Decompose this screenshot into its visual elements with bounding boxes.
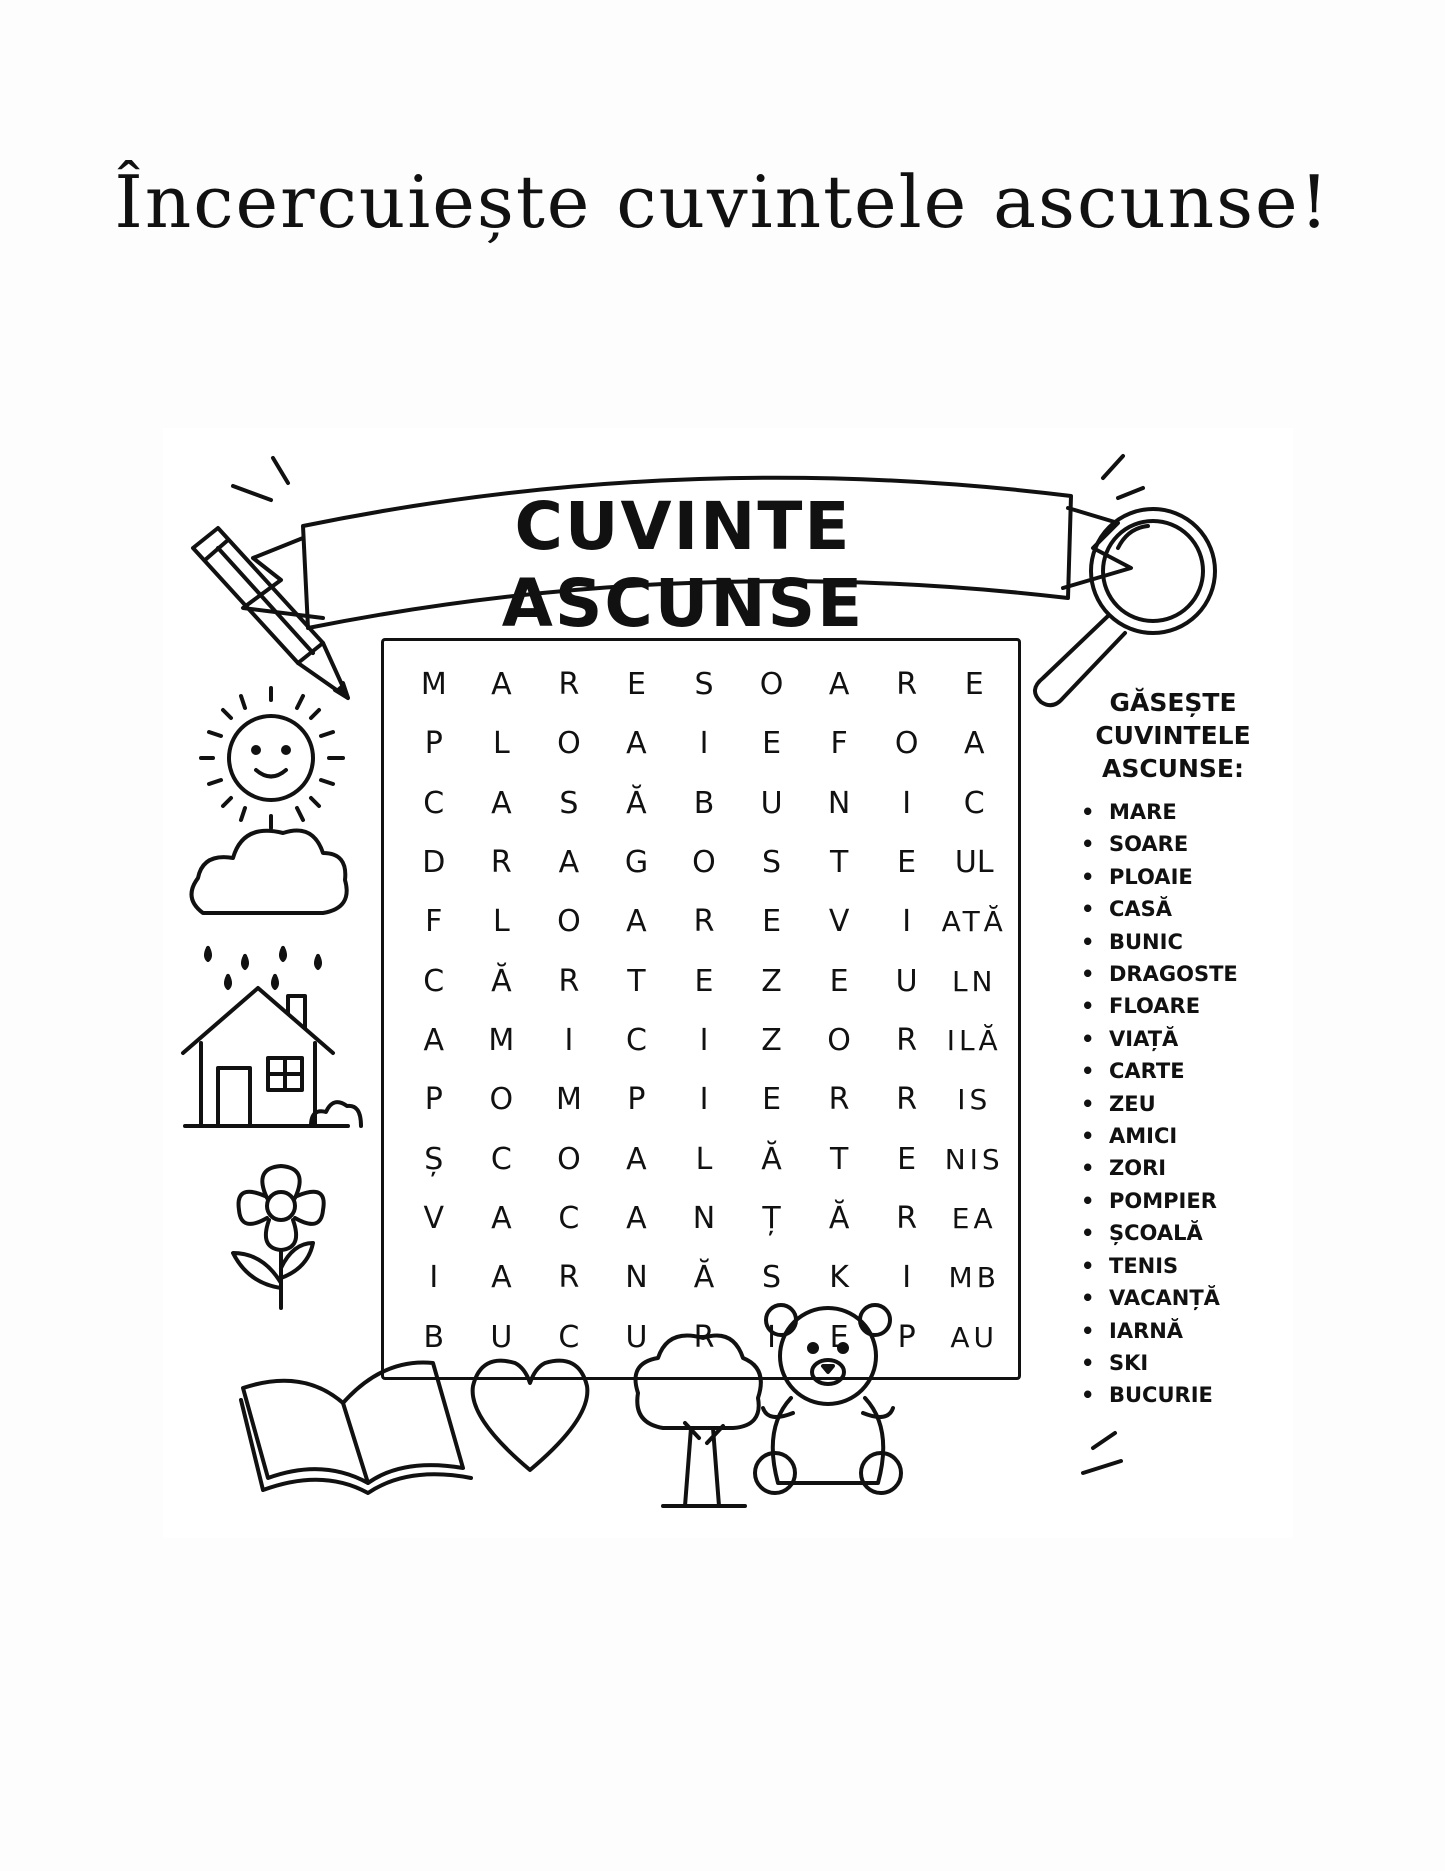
grid-letter[interactable]: O	[557, 904, 581, 940]
grid-letter[interactable]: A	[558, 845, 580, 881]
grid-letter[interactable]: I	[902, 904, 912, 940]
word-list-item	[1081, 1185, 1238, 1217]
grid-letter[interactable]: U	[490, 1319, 513, 1355]
grid-letter[interactable]: Ă	[693, 1260, 715, 1296]
word-text: POMPIER	[1109, 1188, 1217, 1213]
grid-letter[interactable]: L	[695, 1141, 713, 1177]
grid-letter[interactable]: I	[564, 1023, 574, 1059]
grid-letter[interactable]: E	[897, 1141, 917, 1177]
grid-letter[interactable]: K	[829, 1260, 849, 1296]
grid-letter[interactable]: S	[559, 785, 579, 821]
grid-letter[interactable]: F	[830, 726, 848, 762]
grid-letter[interactable]: P	[897, 1319, 916, 1355]
grid-letter[interactable]: M	[420, 667, 447, 703]
grid-letter[interactable]: A	[491, 1260, 512, 1296]
word-list-item	[1081, 1379, 1238, 1411]
bullet-icon: •	[1081, 1318, 1095, 1343]
word-list-item	[1081, 1282, 1238, 1314]
grid-letter[interactable]: Z	[761, 963, 782, 999]
grid-letter[interactable]: E	[829, 963, 849, 999]
grid-letter[interactable]: E	[762, 904, 782, 940]
grid-letter[interactable]: C	[558, 1201, 580, 1237]
grid-letter[interactable]: R	[896, 667, 918, 703]
bullet-icon: •	[1081, 864, 1095, 889]
grid-letter[interactable]: S	[762, 845, 782, 881]
grid-letter[interactable]: B	[693, 785, 715, 821]
grid-letter[interactable]: O	[489, 1082, 514, 1118]
grid-letter[interactable]: E	[964, 667, 984, 703]
heading-line: GĂSEȘTE	[1109, 688, 1237, 717]
letter-grid[interactable]	[400, 655, 1008, 1367]
grid-letter[interactable]: R	[896, 1201, 918, 1237]
grid-letter[interactable]: O	[557, 1141, 581, 1177]
grid-letter[interactable]: R	[558, 963, 580, 999]
bullet-icon: •	[1081, 994, 1095, 1019]
grid-letter[interactable]: A	[491, 785, 512, 821]
word-text: VIAȚĂ	[1109, 1026, 1179, 1051]
grid-letter[interactable]: E	[829, 1319, 849, 1355]
bullet-icon: •	[1081, 962, 1095, 987]
word-list-item	[1081, 926, 1238, 958]
grid-letter[interactable]: O	[759, 667, 784, 703]
word-text: DRAGOSTE	[1109, 962, 1238, 987]
grid-letter[interactable]: C	[558, 1319, 580, 1355]
grid-letter[interactable]: IS	[957, 1083, 992, 1117]
grid-letter[interactable]: S	[762, 1260, 782, 1296]
word-text: MARE	[1109, 800, 1177, 824]
word-text: AMICI	[1109, 1124, 1178, 1149]
grid-letter[interactable]: A	[963, 726, 985, 762]
word-list-heading	[1083, 686, 1263, 785]
word-text: VACANȚĂ	[1109, 1286, 1220, 1311]
word-list	[1081, 796, 1238, 1412]
word-list-item	[1081, 1347, 1238, 1379]
bullet-icon: •	[1081, 929, 1095, 954]
bullet-icon: •	[1081, 1026, 1095, 1051]
grid-letter[interactable]: MB	[948, 1261, 1000, 1295]
word-text: BUCURIE	[1109, 1383, 1213, 1408]
word-list-item	[1081, 1217, 1238, 1249]
grid-letter[interactable]: R	[693, 1319, 715, 1355]
word-search-sheet	[163, 428, 1293, 1538]
grid-letter[interactable]: P	[424, 726, 443, 762]
word-text: SOARE	[1109, 832, 1189, 857]
grid-letter[interactable]: C	[423, 963, 445, 999]
grid-letter[interactable]: E	[626, 667, 646, 703]
word-text: ZEU	[1109, 1091, 1156, 1116]
word-text: IARNĂ	[1109, 1318, 1184, 1343]
grid-letter[interactable]: A	[626, 904, 647, 940]
grid-letter[interactable]: E	[694, 963, 714, 999]
flower-icon	[233, 1166, 324, 1308]
grid-letter[interactable]: U	[625, 1319, 648, 1355]
grid-letter[interactable]: NIS	[944, 1142, 1004, 1176]
bullet-icon: •	[1081, 1188, 1095, 1213]
word-list-item	[1081, 1250, 1238, 1282]
grid-letter[interactable]: A	[423, 1023, 445, 1059]
grid-letter[interactable]: S	[694, 667, 714, 703]
banner-title: CUVINTE ASCUNSE	[501, 488, 865, 642]
grid-letter[interactable]: F	[425, 904, 443, 940]
word-list-item	[1081, 1088, 1238, 1120]
grid-letter[interactable]: AU	[950, 1320, 999, 1354]
grid-letter[interactable]: LN	[951, 964, 997, 998]
grid-letter[interactable]: P	[424, 1082, 443, 1118]
grid-letter[interactable]: I	[699, 1023, 709, 1059]
heading-line: ASCUNSE:	[1101, 754, 1244, 783]
grid-letter[interactable]: C	[963, 785, 985, 821]
grid-letter[interactable]: N	[625, 1260, 648, 1296]
grid-letter[interactable]: M	[488, 1023, 515, 1059]
grid-letter[interactable]: Ă	[491, 963, 512, 999]
grid-letter[interactable]: EA	[951, 1202, 997, 1236]
word-list-item	[1081, 958, 1238, 990]
grid-letter[interactable]: C	[490, 1141, 512, 1177]
word-text: FLOARE	[1109, 994, 1201, 1019]
grid-letter[interactable]: L	[492, 726, 510, 762]
grid-letter[interactable]: P	[627, 1082, 646, 1118]
grid-letter[interactable]: O	[894, 726, 919, 762]
word-list-item	[1081, 990, 1238, 1022]
word-text: PLOAIE	[1109, 864, 1193, 889]
word-text: ZORI	[1109, 1156, 1167, 1181]
word-text: CARTE	[1109, 1059, 1185, 1084]
bullet-icon: •	[1081, 1091, 1095, 1116]
book-icon	[241, 1363, 471, 1494]
grid-letter[interactable]: I	[902, 1260, 912, 1296]
word-list-item	[1081, 861, 1238, 893]
word-list-item	[1081, 1152, 1238, 1184]
bullet-icon: •	[1081, 800, 1095, 824]
grid-letter[interactable]: Ă	[828, 1201, 850, 1237]
grid-letter[interactable]: A	[626, 1201, 647, 1237]
grid-letter[interactable]: R	[490, 845, 512, 881]
grid-letter[interactable]: Ă	[761, 1141, 782, 1177]
magnifier-icon	[1035, 509, 1215, 705]
grid-letter[interactable]: E	[762, 1082, 782, 1118]
grid-letter[interactable]: A	[626, 1141, 647, 1177]
grid-letter[interactable]: N	[827, 785, 851, 821]
word-list-item	[1081, 1023, 1238, 1055]
bullet-icon: •	[1081, 1221, 1095, 1246]
grid-letter[interactable]: G	[624, 845, 649, 881]
grid-letter[interactable]: Z	[761, 1023, 782, 1059]
grid-letter[interactable]: R	[693, 904, 715, 940]
grid-letter[interactable]: Ț	[762, 1201, 781, 1237]
grid-letter[interactable]: A	[626, 726, 647, 762]
bullet-icon: •	[1081, 1350, 1095, 1375]
word-list-item	[1081, 796, 1238, 828]
word-text: BUNIC	[1109, 929, 1183, 954]
grid-letter[interactable]: ATĂ	[941, 905, 1007, 939]
house-icon	[183, 988, 361, 1126]
grid-letter[interactable]: R	[896, 1023, 918, 1059]
grid-letter[interactable]: D	[422, 845, 446, 881]
grid-letter[interactable]: V	[423, 1201, 445, 1237]
grid-letter[interactable]: A	[491, 1201, 512, 1237]
grid-letter[interactable]: B	[423, 1319, 445, 1355]
grid-letter[interactable]: I	[429, 1260, 439, 1296]
page-title: Încercuiește cuvintele ascunse!	[114, 160, 1331, 244]
grid-letter[interactable]: ILĂ	[946, 1024, 1002, 1058]
grid-letter[interactable]: E	[897, 845, 917, 881]
bullet-icon: •	[1081, 1059, 1095, 1084]
grid-letter[interactable]: L	[492, 904, 510, 940]
grid-letter[interactable]: O	[692, 845, 716, 881]
word-text: SKI	[1109, 1350, 1149, 1375]
word-list-item	[1081, 828, 1238, 860]
grid-letter[interactable]: T	[627, 963, 646, 999]
grid-letter[interactable]: T	[829, 1141, 849, 1177]
grid-letter[interactable]: A	[491, 667, 512, 703]
grid-letter[interactable]: N	[692, 1201, 716, 1237]
grid-letter[interactable]: V	[828, 904, 850, 940]
grid-letter[interactable]: U	[895, 963, 918, 999]
sun-icon	[201, 688, 343, 828]
grid-letter[interactable]: O	[557, 726, 581, 762]
word-text: ȘCOALĂ	[1109, 1221, 1203, 1246]
grid-letter[interactable]: A	[828, 667, 850, 703]
grid-letter[interactable]: Ș	[424, 1141, 444, 1177]
grid-letter[interactable]: E	[762, 726, 782, 762]
heading-line: CUVINTELE	[1095, 721, 1251, 750]
grid-letter[interactable]: I	[767, 1319, 776, 1355]
grid-letter[interactable]: I	[902, 785, 912, 821]
grid-letter[interactable]: C	[625, 1023, 647, 1059]
letter-grid-frame	[381, 638, 1021, 1380]
word-list-item	[1081, 1055, 1238, 1087]
cloud-rain-icon	[192, 831, 347, 989]
word-list-item	[1081, 1315, 1238, 1347]
grid-letter[interactable]: R	[558, 667, 580, 703]
word-text: TENIS	[1109, 1253, 1179, 1278]
grid-letter[interactable]: O	[827, 1023, 851, 1059]
grid-letter[interactable]: I	[699, 726, 709, 762]
grid-letter[interactable]: R	[896, 1082, 918, 1118]
grid-letter[interactable]: UL	[954, 845, 994, 881]
word-list-item	[1081, 893, 1238, 925]
bullet-icon: •	[1081, 1124, 1095, 1149]
bullet-icon: •	[1081, 897, 1095, 922]
grid-letter[interactable]: T	[829, 845, 849, 881]
bullet-icon: •	[1081, 1286, 1095, 1311]
bullet-icon: •	[1081, 1156, 1095, 1181]
grid-letter[interactable]: Ă	[626, 785, 647, 821]
grid-letter[interactable]: M	[555, 1082, 582, 1118]
grid-letter[interactable]: U	[760, 785, 783, 821]
word-list-item	[1081, 1120, 1238, 1152]
grid-letter[interactable]: C	[423, 785, 445, 821]
bullet-icon: •	[1081, 832, 1095, 857]
grid-letter[interactable]: R	[828, 1082, 850, 1118]
bullet-icon: •	[1081, 1253, 1095, 1278]
grid-letter[interactable]: I	[699, 1082, 709, 1118]
bullet-icon: •	[1081, 1383, 1095, 1408]
grid-letter[interactable]: R	[558, 1260, 580, 1296]
word-text: CASĂ	[1109, 897, 1173, 922]
